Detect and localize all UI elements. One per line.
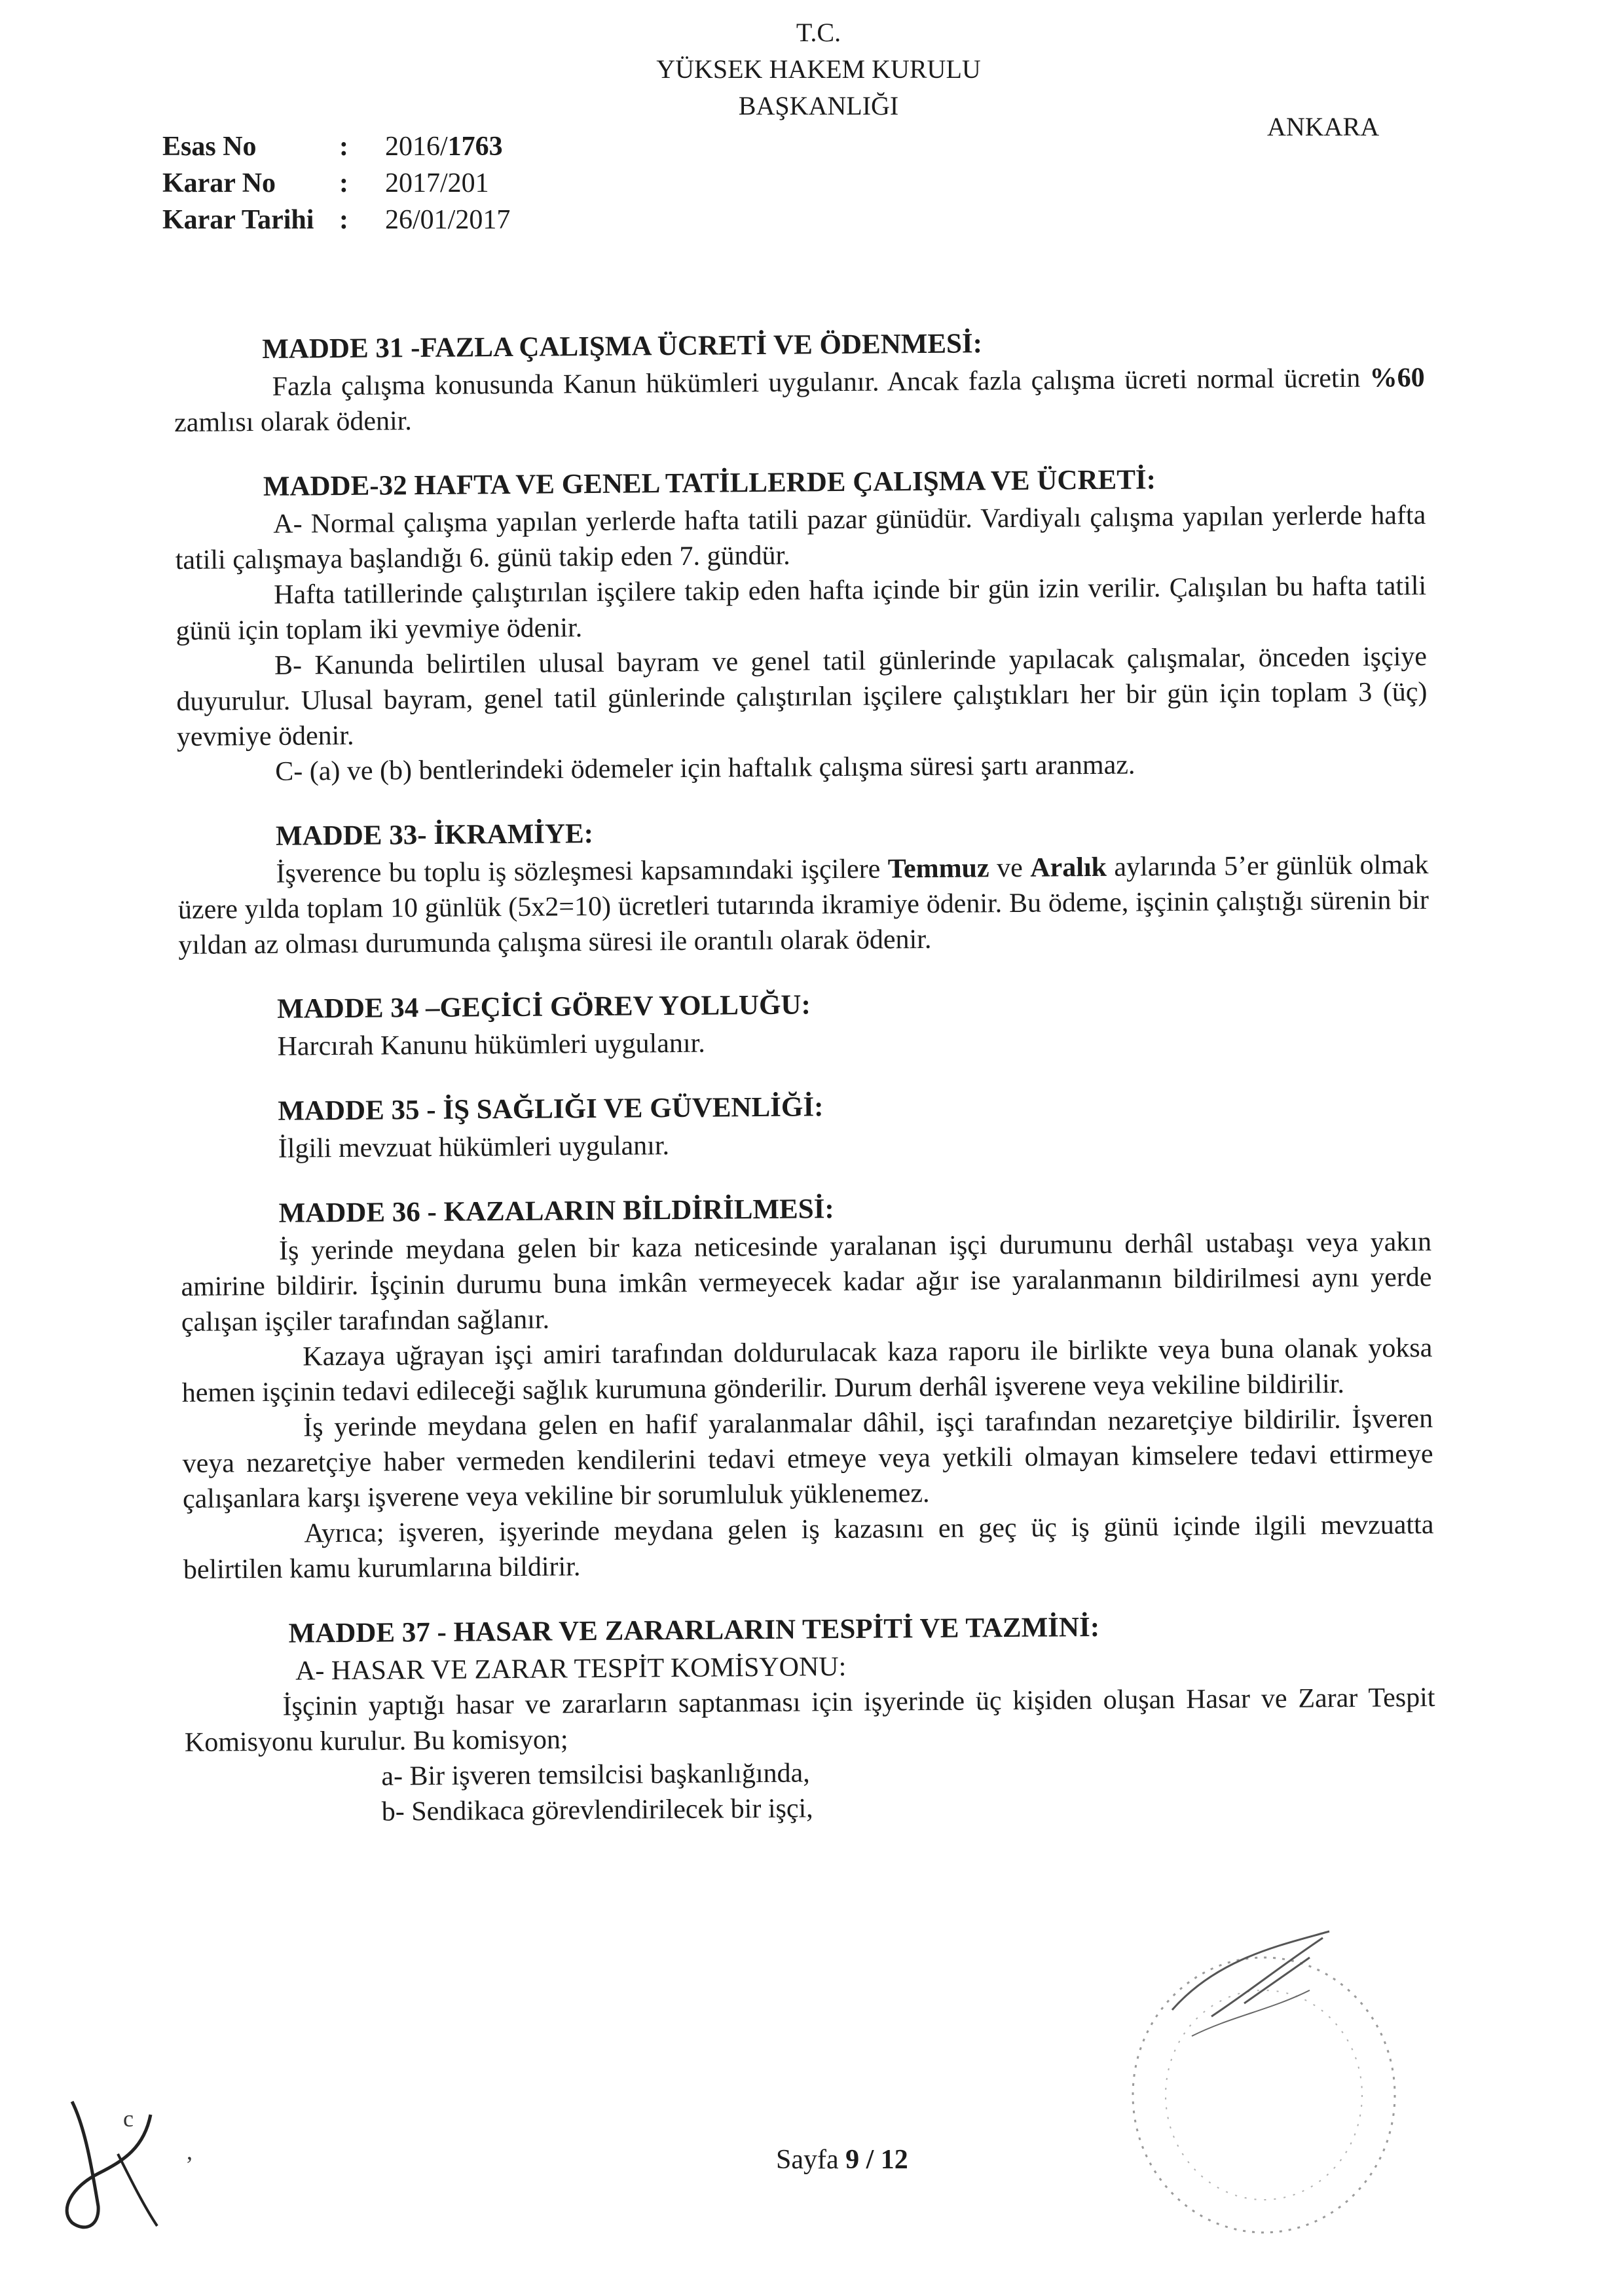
text-run: İşverence bu toplu iş sözleşmesi kapsamındaki işçilere [276, 854, 888, 889]
section-madde-34 [179, 981, 1430, 1065]
header-department: BAŞKANLIĞI [738, 91, 899, 120]
page-prefix: Sayfa [776, 2145, 846, 2175]
stamp-icon [1113, 1918, 1414, 2246]
bold-run: Temmuz [887, 853, 989, 884]
paragraph: Ayrıca; işveren, işyerinde meydana gelen iş kazasını en geç üç iş günü içinde ilgili mevzuatta belirtilen kamu kurumlarına bildirir. [183, 1509, 1434, 1585]
text-run: zamlısı olarak ödenir. [174, 406, 413, 438]
text-run: aylarında 5’er günlük olmak üzere yılda toplam 10 günlük (5x2=10) ücretleri tutarında ikramiye ödenir. Bu ödeme, işçinin çalıştığı sürenin bir yıldan az olması durumunda çalışma süresi ile orantılı olarak ödenir. [177, 849, 1430, 960]
paragraph: Hafta tatillerinde çalıştırılan işçilere takip eden hafta içinde bir gün izin verilir. Çalışılan bu hafta tatili günü için toplam iki yevmiye ödenir. [175, 570, 1427, 646]
list-item: a- Bir işveren temsilcisi başkanlığında, [381, 1758, 810, 1792]
section-madde-31 [174, 321, 1425, 441]
margin-mark: c [123, 2105, 134, 2132]
section-title: MADDE 36 - KAZALARIN BİLDİRİLMESİ: [278, 1194, 834, 1229]
karar-label: Karar No [162, 168, 276, 198]
list-item: b- Sendikaca görevlendirilecek bir işçi, [381, 1793, 813, 1827]
paragraph [177, 847, 1429, 963]
section-title: MADDE 35 - İŞ SAĞLIĞI VE GÜVENLİĞİ: [278, 1091, 824, 1127]
paragraph [174, 360, 1425, 441]
meta-colon: : [339, 132, 348, 162]
section-madde-35 [179, 1083, 1431, 1167]
meta-row-karar [162, 165, 510, 202]
tarih-value: 26/01/2017 [385, 205, 511, 235]
page-count: 9 / 12 [845, 2145, 908, 2175]
text-run: Fazla çalışma konusunda Kanun hükümleri uygulanır. Ancak fazla çalışma ücreti normal ücretin [272, 363, 1370, 402]
bold-run: %60 [1369, 362, 1425, 393]
paragraph: Harcırah Kanunu hükümleri uygulanır. [277, 1028, 705, 1062]
header-city: ANKARA [1267, 112, 1380, 141]
esas-label: Esas No [162, 132, 257, 162]
document-header [498, 14, 1139, 124]
paragraph: A- Normal çalışma yapılan yerlerde hafta tatili pazar günüdür. Vardiyalı çalışma yapılan yerlerde hafta tatili çalışmaya başlandığı 6. günü takip eden 7. gündür. [175, 500, 1426, 575]
tarih-label: Karar Tarihi [162, 205, 314, 235]
paragraph: B- Kanunda belirtilen ulusal bayram ve genel tatil günlerinde yapılacak çalışmalar, önceden işçiye duyurulur. Ulusal bayram, genel tatil günlerinde çalıştırılan işçilere çalıştıkları her bir gün için toplam 3 (üç) yevmiye ödenir. [176, 641, 1428, 752]
text-run: ve [989, 852, 1031, 884]
section-title: MADDE 33- İKRAMİYE: [275, 818, 594, 852]
paragraph: Kazaya uğrayan işçi amiri tarafından doldurulacak kaza raporu ile birlikte veya buna olanak yoksa hemen işçinin tedavi edileceği sağlık kurumuna gönderilir. Durum derhâl işverene veya vekiline bildirilir. [181, 1332, 1433, 1408]
section-madde-32 [175, 458, 1428, 790]
meta-row-tarih [162, 202, 510, 238]
esas-value-bold: 1763 [447, 132, 503, 162]
paragraph: İş yerinde meydana gelen bir kaza neticesinde yaralanan işçi durumunu derhâl ustabaşı veya yakın amirine bildirir. İşçinin durumu buna imkân vermeyecek kadar ağır ise yaralanmanın bildirilmesi aynı yerde çalışan işçiler tarafından sağlanır. [181, 1226, 1432, 1338]
meta-row-esas [162, 128, 510, 165]
section-madde-37 [183, 1605, 1436, 1831]
subsection-title: A- HASAR VE ZARAR TESPİT KOMİSYONU: [295, 1651, 847, 1686]
section-madde-33 [177, 808, 1430, 963]
case-meta [162, 128, 510, 238]
section-madde-36 [180, 1185, 1434, 1588]
esas-value-prefix: 2016/ [385, 132, 448, 162]
document-body [174, 321, 1436, 1859]
paragraph: İşçinin yaptığı hasar ve zararların saptanması için işyerinde üç kişiden oluşan Hasar ve Zarar Tespit Komisyonu kurulur. Bu komisyon; [184, 1682, 1435, 1758]
header-tc: T.C. [796, 18, 841, 47]
karar-value: 2017/201 [385, 168, 489, 198]
header-institution: YÜKSEK HAKEM KURULU [656, 54, 981, 84]
paragraph: İş yerinde meydana gelen en hafif yaralanmalar dâhil, işçi tarafından nezaretçiye bildirilir. İşveren veya nezaretçiye haber vermeden kendilerini tedavi etmeye veya yetkili olmayan kimselere tedavi ettirmeye çalışanlara karşı işverene veya vekiline bir sorumluluk yüklenemez. [182, 1403, 1433, 1514]
section-title: MADDE 37 - HASAR VE ZARARLARIN TESPİTİ VE TAZMİNİ: [288, 1611, 1100, 1649]
paragraph: İlgili mevzuat hükümleri uygulanır. [278, 1131, 670, 1164]
section-title: MADDE 34 –GEÇİCİ GÖREV YOLLUĞU: [276, 989, 811, 1025]
bold-run: Aralık [1030, 852, 1107, 883]
meta-colon: : [339, 205, 348, 235]
esas-value [385, 128, 503, 165]
section-title: MADDE 31 -FAZLA ÇALIŞMA ÜCRETİ VE ÖDENMESİ: [262, 328, 983, 365]
meta-colon: : [339, 168, 348, 198]
signature-icon [46, 2075, 177, 2246]
section-title: MADDE-32 HAFTA VE GENEL TATİLLERDE ÇALIŞMA VE ÜCRETİ: [263, 464, 1156, 502]
margin-mark: , [187, 2138, 193, 2164]
page-number [776, 2144, 908, 2176]
paragraph: C- (a) ve (b) bentlerindeki ödemeler için haftalık çalışma süresi şartı aranmaz. [275, 750, 1135, 787]
